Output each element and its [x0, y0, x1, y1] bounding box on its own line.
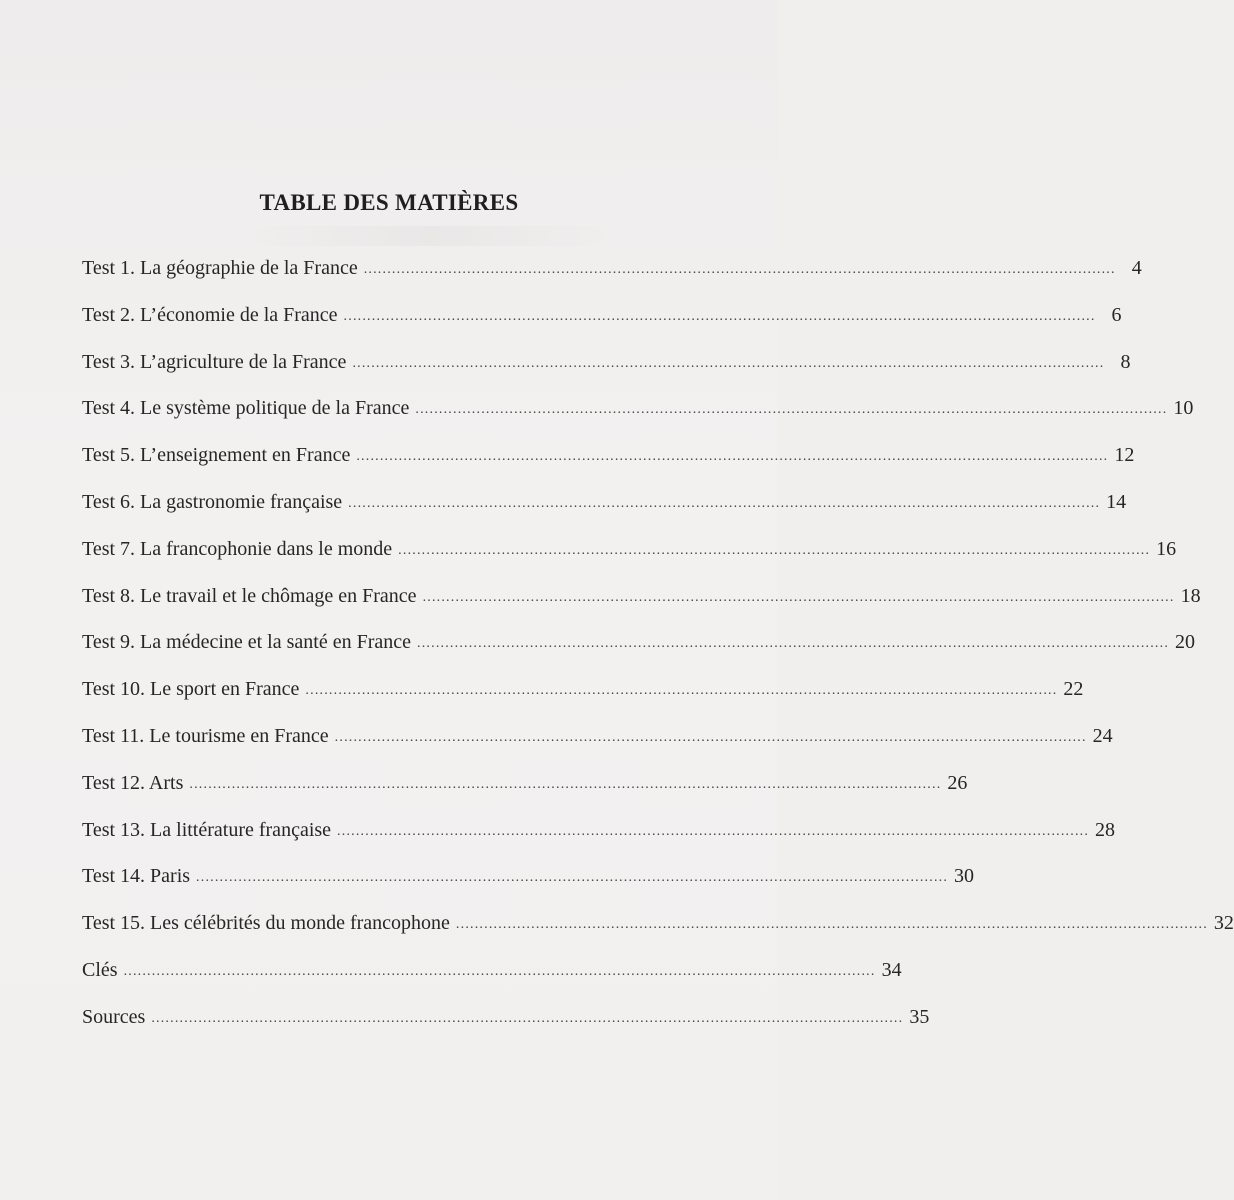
toc-entry	[82, 248, 1142, 295]
toc-entry	[82, 716, 1113, 763]
toc-entry-page: 20	[1175, 631, 1196, 654]
toc-entry-page: 28	[1095, 818, 1116, 841]
toc-entry-label: Test 3. L’agriculture de la France	[82, 350, 347, 373]
toc-entry-page: 35	[909, 1005, 930, 1028]
toc-entry	[82, 435, 1135, 482]
toc-entry	[82, 482, 1127, 529]
dot-leader: ................................................................................................................................................................	[422, 589, 1175, 605]
toc-entry	[82, 529, 1177, 576]
toc-entry	[82, 950, 902, 997]
toc-entry-page: 30	[954, 865, 975, 888]
dot-leader: ................................................................................................................................................................	[151, 1010, 904, 1026]
toc-entry-label: Test 8. Le travail et le chômage en France	[82, 584, 417, 607]
toc-entry	[82, 856, 975, 903]
toc-entry-page: 16	[1156, 537, 1177, 560]
toc-entry	[82, 295, 1122, 342]
toc-entry-page: 6	[1111, 303, 1122, 326]
dot-leader: ................................................................................................................................................................	[343, 308, 1096, 324]
toc-entry-page: 14	[1106, 490, 1127, 513]
toc-entry	[82, 576, 1201, 623]
toc-entry-label: Test 14. Paris	[82, 865, 191, 888]
toc-entry	[82, 622, 1196, 669]
dot-leader: ................................................................................................................................................................	[398, 542, 1151, 558]
toc-entry	[82, 669, 1084, 716]
toc-entry	[82, 388, 1194, 435]
toc-entry	[82, 342, 1131, 389]
dot-leader: ................................................................................................................................................................	[334, 729, 1087, 745]
toc-entry-label: Clés	[82, 958, 118, 981]
dot-leader: ................................................................................................................................................................	[356, 449, 1109, 465]
toc-entry-label: Test 12. Arts	[82, 771, 184, 794]
dot-leader: ................................................................................................................................................................	[337, 823, 1090, 839]
table-of-contents	[82, 248, 1234, 1044]
toc-entry-page: 4	[1131, 257, 1142, 279]
toc-entry-label: Test 5. L’enseignement en France	[82, 444, 351, 467]
page-title: TABLE DES MATIÈRES	[259, 190, 519, 215]
toc-entry-label: Sources	[82, 1005, 146, 1028]
toc-entry-label: Test 13. La littérature française	[82, 818, 332, 841]
toc-entry-label: Test 9. La médecine et la santé en France	[82, 631, 412, 654]
show-through-bleed	[240, 226, 620, 246]
toc-entry-page: 12	[1114, 444, 1135, 467]
toc-entry-label: Test 7. La francophonie dans le monde	[82, 537, 393, 560]
toc-entry	[82, 810, 1116, 857]
toc-entry-page: 32	[1213, 912, 1234, 935]
dot-leader: ................................................................................................................................................................	[348, 495, 1101, 511]
toc-entry-page: 22	[1063, 678, 1084, 701]
toc-entry-label: Test 2. L’économie de la France	[82, 303, 338, 326]
dot-leader: ................................................................................................................................................................	[415, 402, 1168, 418]
dot-leader: ................................................................................................................................................................	[189, 776, 942, 792]
toc-entry	[82, 903, 1234, 950]
dot-leader: ................................................................................................................................................................	[305, 683, 1058, 699]
dot-leader: ................................................................................................................................................................	[196, 870, 949, 886]
toc-entry-label: Test 15. Les célébrités du monde francophone	[82, 912, 450, 935]
toc-entry-page: 8	[1120, 350, 1131, 373]
toc-entry-page: 26	[947, 771, 968, 794]
dot-leader: ................................................................................................................................................................	[455, 917, 1208, 933]
toc-entry-label: Test 4. Le système politique de la France	[82, 397, 410, 420]
toc-entry-label: Test 11. Le tourisme en France	[82, 724, 329, 747]
toc-entry	[82, 997, 930, 1044]
toc-entry-page: 10	[1173, 397, 1194, 420]
dot-leader: ................................................................................................................................................................	[363, 262, 1116, 277]
toc-entry	[82, 763, 968, 810]
toc-entry-label: Test 1. La géographie de la France	[82, 257, 358, 279]
toc-entry-label: Test 6. La gastronomie française	[82, 490, 343, 513]
dot-leader: ................................................................................................................................................................	[123, 963, 876, 979]
toc-entry-label: Test 10. Le sport en France	[82, 678, 300, 701]
toc-entry-page: 24	[1092, 724, 1113, 747]
toc-entry-page: 34	[881, 958, 902, 981]
dot-leader: ................................................................................................................................................................	[352, 355, 1105, 371]
toc-entry-page: 18	[1180, 584, 1201, 607]
dot-leader: ................................................................................................................................................................	[417, 636, 1170, 652]
